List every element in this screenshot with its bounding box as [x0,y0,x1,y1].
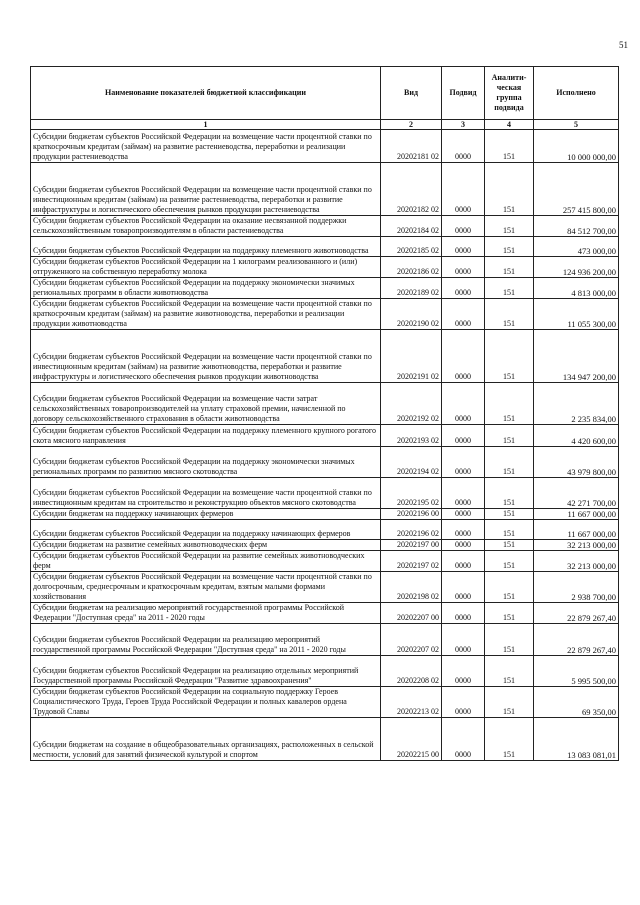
row-group-cell: 151 [485,278,534,299]
column-number: 5 [534,120,619,130]
row-group-cell: 151 [485,624,534,656]
table-row [31,425,619,447]
row-subtype-cell: 0000 [442,718,485,761]
row-name-cell: Субсидии бюджетам субъектов Российской Федерации на поддержку племенного крупного рогатого скота мясного направления [31,425,381,447]
row-name-cell: Субсидии бюджетам субъектов Российской Федерации на возмещение части затрат сельскохозяйственных товаропроизводителей на уплату страховой премии, начисленной по договору сельскохозяйственного страхования в области животноводства [31,383,381,425]
table-row [31,257,619,278]
column-number: 4 [485,120,534,130]
row-amount-cell: 43 979 800,00 [534,447,619,478]
row-name-cell: Субсидии бюджетам на поддержку начинающих фермеров [31,509,381,520]
row-name-cell: Субсидии бюджетам субъектов Российской Федерации на развитие семейных животноводческих ферм [31,551,381,572]
table-row [31,163,619,216]
header-name: Наименование показателей бюджетной классификации [31,67,381,120]
row-amount-cell: 2 235 834,00 [534,383,619,425]
row-subtype-cell: 0000 [442,624,485,656]
row-group-cell: 151 [485,540,534,551]
row-name-cell: Субсидии бюджетам субъектов Российской Федерации на возмещение части процентной ставки по долгосрочным, среднесрочным и краткосрочным кредитам, взятым малыми формами хозяйствования [31,572,381,603]
row-type-code-cell: 20202213 02 [381,687,442,718]
row-amount-cell: 2 938 700,00 [534,572,619,603]
row-amount-cell: 124 936 200,00 [534,257,619,278]
row-type-code-cell: 20202184 02 [381,216,442,237]
row-type-code-cell: 20202197 02 [381,551,442,572]
row-group-cell: 151 [485,216,534,237]
row-amount-cell: 5 995 500,00 [534,656,619,687]
row-subtype-cell: 0000 [442,540,485,551]
row-name-cell: Субсидии бюджетам субъектов Российской Федерации на оказание несвязанной поддержки сельскохозяйственным товаропроизводителям в области растениеводства [31,216,381,237]
row-subtype-cell: 0000 [442,163,485,216]
row-subtype-cell: 0000 [442,257,485,278]
row-subtype-cell: 0000 [442,687,485,718]
row-name-cell: Субсидии бюджетам субъектов Российской Федерации на поддержку начинающих фермеров [31,520,381,540]
row-type-code-cell: 20202185 02 [381,237,442,257]
row-subtype-cell: 0000 [442,509,485,520]
row-name-cell: Субсидии бюджетам субъектов Российской Федерации на возмещение части процентной ставки по инвестиционным кредитам (займам) на развитие животноводства, переработки и развитие инфраструктуры и логистического обеспечения рынков продукции животноводства [31,330,381,383]
row-group-cell: 151 [485,237,534,257]
row-name-cell: Субсидии бюджетам субъектов Российской Федерации на 1 килограмм реализованного и (или) отгруженного на собственную переработку молока [31,257,381,278]
row-type-code-cell: 20202207 00 [381,603,442,624]
row-name-cell: Субсидии бюджетам субъектов Российской Федерации на реализацию отдельных мероприятий Государственной программы Российской Федерации "Развитие здравоохранения" [31,656,381,687]
row-type-code-cell: 20202195 02 [381,478,442,509]
row-subtype-cell: 0000 [442,237,485,257]
row-amount-cell: 42 271 700,00 [534,478,619,509]
row-subtype-cell: 0000 [442,330,485,383]
table-row [31,572,619,603]
row-group-cell: 151 [485,572,534,603]
table-row [31,299,619,330]
table-row [31,330,619,383]
budget-table [30,66,619,761]
row-amount-cell: 22 879 267,40 [534,603,619,624]
row-type-code-cell: 20202189 02 [381,278,442,299]
row-name-cell: Субсидии бюджетам на развитие семейных животноводческих ферм [31,540,381,551]
row-name-cell: Субсидии бюджетам субъектов Российской Федерации на возмещение части процентной ставки по инвестиционным кредитам (займам) на развитие растениеводства, переработки и развитие инфраструктуры и логистического обеспечения рынков продукции растениеводства [31,163,381,216]
row-subtype-cell: 0000 [442,520,485,540]
row-type-code-cell: 20202198 02 [381,572,442,603]
row-amount-cell: 257 415 800,00 [534,163,619,216]
column-number-row [31,120,619,130]
column-number: 1 [31,120,381,130]
row-type-code-cell: 20202208 02 [381,656,442,687]
row-name-cell: Субсидии бюджетам субъектов Российской Федерации на реализацию мероприятий государственной программы Российской Федерации "Доступная среда" на 2011 - 2020 годы [31,624,381,656]
table-row [31,216,619,237]
header-group: Аналити-ческая группа подвида [485,67,534,120]
row-name-cell: Субсидии бюджетам субъектов Российской Федерации на возмещение части процентной ставки по краткосрочным кредитам (займам) на развитие животноводства, переработки и реализации продукции животноводства [31,299,381,330]
row-subtype-cell: 0000 [442,572,485,603]
table-row [31,718,619,761]
row-subtype-cell: 0000 [442,299,485,330]
row-group-cell: 151 [485,478,534,509]
row-name-cell: Субсидии бюджетам на реализацию мероприятий государственной программы Российской Федерации "Доступная среда" на 2011 - 2020 годы [31,603,381,624]
row-subtype-cell: 0000 [442,130,485,163]
row-amount-cell: 11 667 000,00 [534,520,619,540]
row-subtype-cell: 0000 [442,383,485,425]
row-amount-cell: 10 000 000,00 [534,130,619,163]
row-type-code-cell: 20202191 02 [381,330,442,383]
header-executed: Исполнено [534,67,619,120]
row-amount-cell: 4 813 000,00 [534,278,619,299]
row-type-code-cell: 20202192 02 [381,383,442,425]
row-name-cell: Субсидии бюджетам субъектов Российской Федерации на поддержку экономически значимых региональных программ по развитию мясного скотоводства [31,447,381,478]
table-row [31,509,619,520]
table-row [31,278,619,299]
table-row [31,520,619,540]
row-subtype-cell: 0000 [442,216,485,237]
row-group-cell: 151 [485,163,534,216]
table-row [31,656,619,687]
row-group-cell: 151 [485,551,534,572]
row-type-code-cell: 20202196 00 [381,509,442,520]
row-group-cell: 151 [485,383,534,425]
row-amount-cell: 134 947 200,00 [534,330,619,383]
row-subtype-cell: 0000 [442,447,485,478]
row-name-cell: Субсидии бюджетам субъектов Российской Федерации на возмещение части процентной ставки по инвестиционным кредитам на строительство и реконструкцию объектов мясного скотоводства [31,478,381,509]
row-group-cell: 151 [485,257,534,278]
row-type-code-cell: 20202197 00 [381,540,442,551]
table-row [31,603,619,624]
row-amount-cell: 11 055 300,00 [534,299,619,330]
row-subtype-cell: 0000 [442,425,485,447]
row-group-cell: 151 [485,718,534,761]
row-group-cell: 151 [485,425,534,447]
row-name-cell: Субсидии бюджетам субъектов Российской Федерации на возмещение части процентной ставки по краткосрочным кредитам (займам) на развитие растениеводства, переработки и реализации продукции растениеводства [31,130,381,163]
row-amount-cell: 69 350,00 [534,687,619,718]
row-type-code-cell: 20202193 02 [381,425,442,447]
row-type-code-cell: 20202196 02 [381,520,442,540]
row-type-code-cell: 20202194 02 [381,447,442,478]
row-subtype-cell: 0000 [442,603,485,624]
row-type-code-cell: 20202190 02 [381,299,442,330]
row-name-cell: Субсидии бюджетам на создание в общеобразовательных организациях, расположенных в сельской местности, условий для занятий физической культурой и спортом [31,718,381,761]
table-row [31,383,619,425]
row-type-code-cell: 20202182 02 [381,163,442,216]
column-number: 3 [442,120,485,130]
row-type-code-cell: 20202207 02 [381,624,442,656]
header-type: Вид [381,67,442,120]
row-group-cell: 151 [485,603,534,624]
row-amount-cell: 84 512 700,00 [534,216,619,237]
table-row [31,130,619,163]
row-amount-cell: 473 000,00 [534,237,619,257]
row-subtype-cell: 0000 [442,551,485,572]
row-group-cell: 151 [485,130,534,163]
row-group-cell: 151 [485,299,534,330]
row-type-code-cell: 20202186 02 [381,257,442,278]
row-amount-cell: 13 083 081,01 [534,718,619,761]
row-amount-cell: 22 879 267,40 [534,624,619,656]
row-type-code-cell: 20202181 02 [381,130,442,163]
row-amount-cell: 4 420 600,00 [534,425,619,447]
row-group-cell: 151 [485,330,534,383]
row-group-cell: 151 [485,520,534,540]
table-row [31,687,619,718]
table-row [31,478,619,509]
table-row [31,624,619,656]
table-header-row [31,67,619,120]
row-subtype-cell: 0000 [442,278,485,299]
row-group-cell: 151 [485,509,534,520]
row-group-cell: 151 [485,447,534,478]
row-amount-cell: 11 667 000,00 [534,509,619,520]
row-subtype-cell: 0000 [442,656,485,687]
row-name-cell: Субсидии бюджетам субъектов Российской Федерации на поддержку племенного животноводства [31,237,381,257]
table-row [31,540,619,551]
row-subtype-cell: 0000 [442,478,485,509]
page-number: 51 [619,40,628,50]
row-type-code-cell: 20202215 00 [381,718,442,761]
row-group-cell: 151 [485,687,534,718]
row-name-cell: Субсидии бюджетам субъектов Российской Федерации на поддержку экономически значимых региональных программ в области животноводства [31,278,381,299]
table-row [31,237,619,257]
column-number: 2 [381,120,442,130]
row-name-cell: Субсидии бюджетам субъектов Российской Федерации на социальную поддержку Героев Социалистического Труда, Героев Труда Российской Федерации и полных кавалеров ордена Трудовой Славы [31,687,381,718]
table-row [31,551,619,572]
table-row [31,447,619,478]
row-group-cell: 151 [485,656,534,687]
header-subtype: Подвид [442,67,485,120]
row-amount-cell: 32 213 000,00 [534,540,619,551]
row-amount-cell: 32 213 000,00 [534,551,619,572]
